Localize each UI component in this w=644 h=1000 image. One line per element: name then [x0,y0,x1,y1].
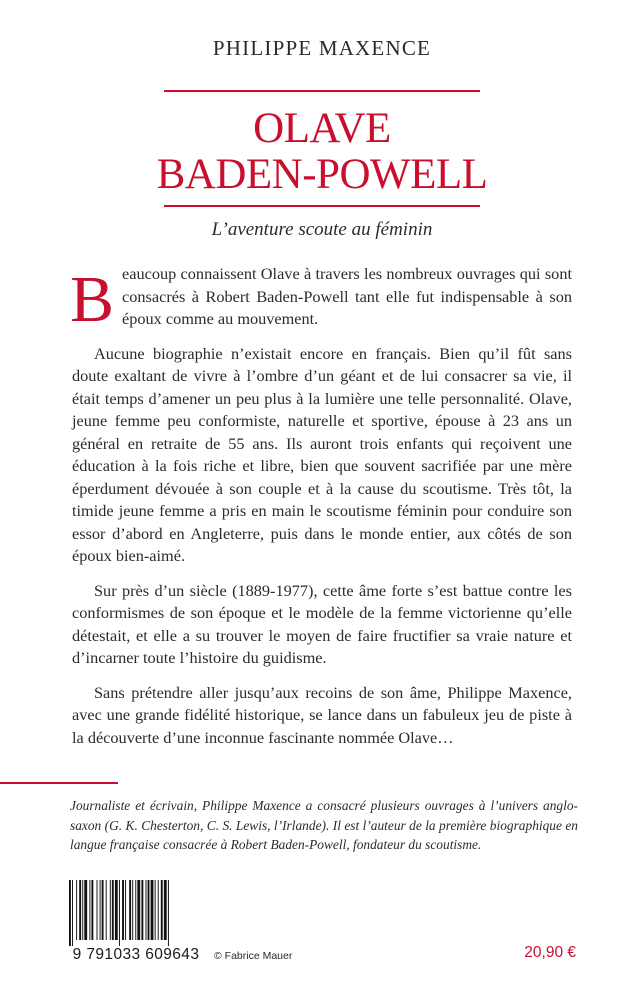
barcode-bar [82,880,83,940]
barcode-bar [76,880,77,940]
barcode-bar [141,880,143,940]
isbn-number: 9 791033 609643 [72,946,200,963]
barcode-bar [115,880,118,940]
photo-credit: © Fabrice Mauer [214,950,293,962]
paragraph-2: Aucune biographie n’existait encore en français. Bien qu’il fût sans doute exaltant de vivre à l’ombre d’un géant et de lui consacrer sa vie, il était temps d’amener un peu plus à la lumière une telle personnalité. Olave, jeune femme peu conformiste, naturelle et sportive, épouse à 23 ans un général en retraite de 55 ans. Ils auront trois enfants qui reçoivent une éducation à la fois riche et libre, bien que souvent sacrifiée par une mère éperdument dévouée à son couple et à la cause du scoutisme. Très tôt, la timide jeune femme a pris en main le scoutisme féminin pour conduire son essor d’abord en Angleterre, puis dans le monde entier, aux côtés de son époux bien-aimé. [72,343,572,565]
barcode-bar [164,880,167,940]
barcode-bar [106,880,107,940]
barcode-bar [125,880,126,940]
barcode-bar [151,880,154,940]
paragraph-3: Sur près d’un siècle (1889-1977), cette âme forte s’est battue contre les conformismes de son époque et le modèle de la femme victorienne qu’elle détestait, et elle a su trouver le moyen de faire fructifier sa vraie nature et d’incarner toute l’histoire du guidisme. [72,580,572,667]
barcode-bar [72,880,73,946]
barcode-bar [129,880,131,940]
barcode-bar [135,880,136,940]
side-divider [0,782,118,784]
barcode-bar [79,880,81,940]
title-line-1: OLAVE [253,105,391,152]
barcode-bar [137,880,140,940]
bottom-divider [164,205,480,207]
barcode-bar [97,880,98,940]
barcode-bar [110,880,111,940]
blurb [72,263,572,761]
paragraph-1-text: eaucoup connaissent Olave à travers les nombreux ouvrages qui sont consacrés à Robert Baden-Powell tant elle fut indispensable à son époux comme au mouvement. [122,264,572,328]
title-line-2: BADEN-POWELL [156,151,488,198]
barcode-bar [119,880,120,946]
paragraph-4: Sans prétendre aller jusqu’aux recoins de son âme, Philippe Maxence, avec une grande fidélité historique, se lance dans un fabuleux jeu de piste à la découverte d’une inconnue fascinante nommée Olave… [72,682,572,747]
paragraph-1 [70,263,572,336]
barcode-bar [84,880,87,940]
barcode-bar [102,880,104,940]
subtitle: L’aventure scoute au féminin [211,219,433,240]
barcode-bar [89,880,90,940]
barcode-bar [158,880,159,940]
barcode-bar [91,880,93,940]
barcode-bar [161,880,163,940]
barcode-bar [122,880,124,940]
drop-cap: B [70,263,115,336]
barcode-bar [155,880,156,940]
author-bio: Journaliste et écrivain, Philippe Maxence a consacré plusieurs ouvrages à l’univers anglo-saxon (G. K. Chesterton, C. S. Lewis, l’Irlande). Il est l’auteur de la première biographique en langue française consacrée à Robert Baden-Powell, fondateur du scoutisme. [70,798,578,852]
barcode-bar [148,880,150,940]
top-divider [164,90,480,92]
barcode-icon [65,880,205,946]
author-name: PHILIPPE MAXENCE [212,36,432,60]
barcode-bar [168,880,169,946]
barcode-bar [146,880,147,940]
price: 20,90 € [524,944,576,961]
barcode-bar [112,880,114,940]
barcode-bar [69,880,71,946]
barcode-bar [100,880,101,940]
barcode-bar [132,880,133,940]
